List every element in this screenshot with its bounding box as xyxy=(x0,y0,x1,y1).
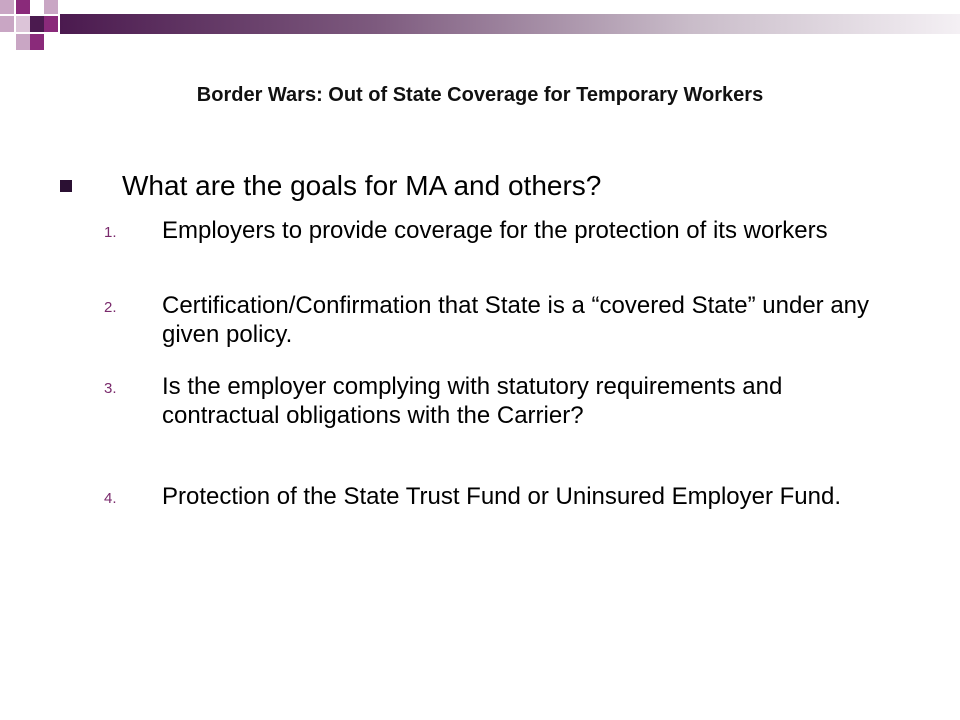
list-item-text: Employers to provide coverage for the protection of its workers xyxy=(162,217,828,244)
list-item-number: 2. xyxy=(104,299,117,316)
header-square-4 xyxy=(0,16,14,32)
header-square-8 xyxy=(16,34,30,50)
list-item-number: 4. xyxy=(104,490,117,507)
list-item-number: 3. xyxy=(104,380,117,397)
header-square-3 xyxy=(44,0,58,14)
list-item-text: Protection of the State Trust Fund or Uninsured Employer Fund. xyxy=(162,483,842,510)
header-square-6 xyxy=(30,16,44,32)
list-item-text: Is the employer complying with statutory requirements and contractual obligations with the Carrier? xyxy=(162,373,783,429)
main-bullet xyxy=(60,168,940,208)
header-decoration xyxy=(0,0,960,60)
header-square-9 xyxy=(30,34,44,50)
header-square-7 xyxy=(44,16,58,32)
square-bullet-icon xyxy=(60,180,72,192)
header-square-5 xyxy=(16,16,30,32)
list-item-text: Certification/Confirmation that State is a “covered State” under any given policy. xyxy=(162,292,870,348)
list-item-number: 1. xyxy=(104,224,117,241)
header-square-2 xyxy=(16,0,30,14)
main-bullet-text: What are the goals for MA and others? xyxy=(122,170,602,201)
slide-title: Border Wars: Out of State Coverage for Temporary Workers xyxy=(196,84,764,106)
header-gradient-bar xyxy=(60,14,960,34)
header-square-1 xyxy=(0,0,14,14)
